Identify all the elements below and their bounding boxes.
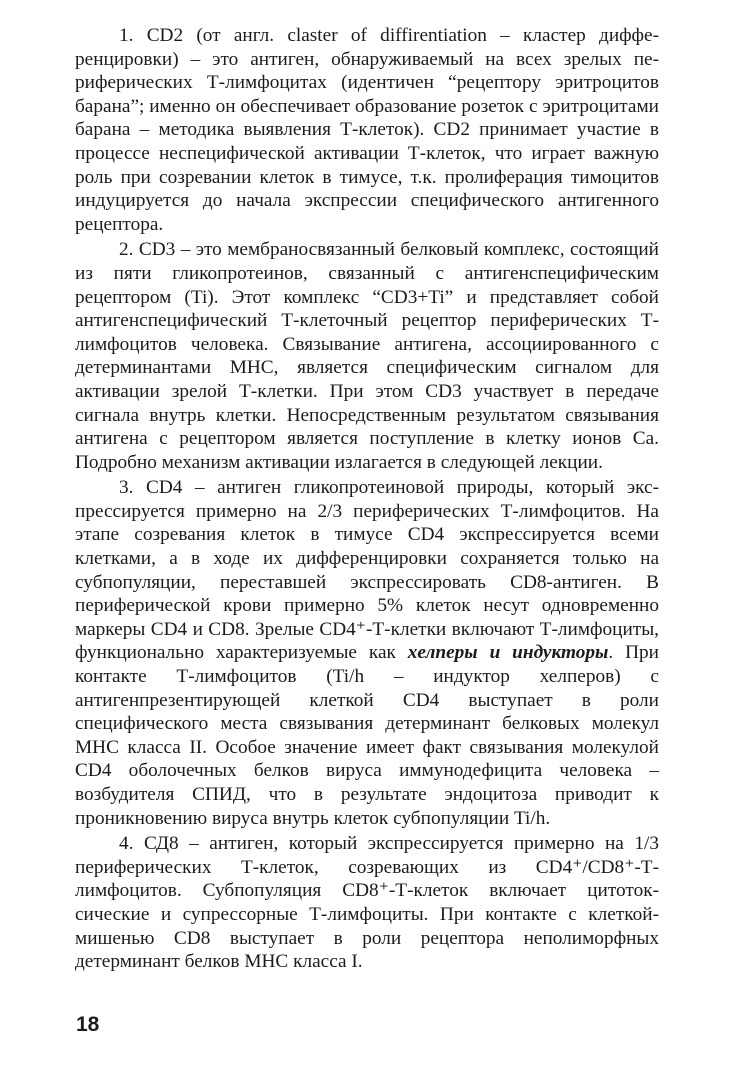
paragraph-cd2 — [75, 24, 659, 236]
paragraph-cd4-text-end: . При контакте Т-лимфоцитов (Ti/h – индуктор хелперов) с антигенпрезентирующей клеткой CD4 выступает в роли специфического места связывания детерминант белковых молекул MHC класса II. Особое значение имеет факт связывания молекулой CD4 оболочечных белков вируса иммунодефицита человека – возбудителя СПИД, что в результате эндоцитоза приводит к проникновению вируса внутрь клеток субпопуляции Ti/h. — [75, 642, 659, 829]
paragraph-cd3-text: 2. CD3 – это мембраносвязанный белковый комплекс, состоящий из пяти гликопротеинов, связанный с антигенспецифическим рецептором (Ti). Этот комплекс “CD3+Ti” и представляет собой антигенспецифический Т-клеточный рецептор периферических Т-лимфоцитов человека. Связывание антигена, ассоциированного с детерминантами MHC, является специфическим сигналом для активации зрелой Т-клетки. При этом CD3 участвует в передаче сигнала внутрь клетки. Непосредственным результатом связывания антигена с рецептором является поступление в клетку ионов Са. Подробно механизм активации излагается в следующей лекции. — [75, 239, 659, 473]
page-body — [75, 24, 659, 974]
paragraph-cd8 — [75, 832, 659, 974]
paragraph-cd2-text: 1. CD2 (от англ. claster of diffirentiation – кластер дифференцировки) – это антиген, обнаруживаемый на всех зрелых периферических Т-лимфоцитах (идентичен “рецептору эритроцитов барана”; именно он обеспечивает образование розеток с эритроцитами барана – методика выявления Т-клеток). CD2 принимает участие в процессе неспецифической активации Т-клеток, что играет важную роль при созревании клеток в тимусе, т.к. пролиферация тимоцитов индуцируется до начала экспрессии специфического антигенного рецептора. — [75, 25, 659, 235]
paragraph-cd4-text-start: 3. CD4 – антиген гликопротеиновой природы, который экспрессируется примерно на 2/3 периферических Т-лимфоцитов. На этапе созревания клеток в тимусе CD4 экспрессируется всеми клетками, а в ходе их дифференцировки сохраняется только на субпопуляции, переставшей экспрессировать CD8-антиген. В периферической крови примерно 5% клеток несут одновременно маркеры CD4 и CD8. Зрелые CD4⁺-Т-клетки включают Т-лимфоциты, функционально характеризуемые как — [75, 477, 659, 664]
paragraph-cd4 — [75, 476, 659, 830]
emphasis-helpers-inducers: хелперы и индукторы — [407, 642, 609, 664]
page-number: 18 — [76, 1013, 100, 1036]
paragraph-cd8-text: 4. СД8 – антиген, который экспрессируется примерно на 1/3 периферических Т-клеток, созревающих из CD4⁺/CD8⁺-Т-лимфоцитов. Субпопуляция CD8⁺-Т-клеток включает цитотоксические и супрессорные Т-лимфоциты. При контакте с клеткой-мишенью CD8 выступает в роли рецептора неполиморфных детерминант белков MHC класса I. — [75, 833, 659, 973]
paragraph-cd3 — [75, 238, 659, 474]
